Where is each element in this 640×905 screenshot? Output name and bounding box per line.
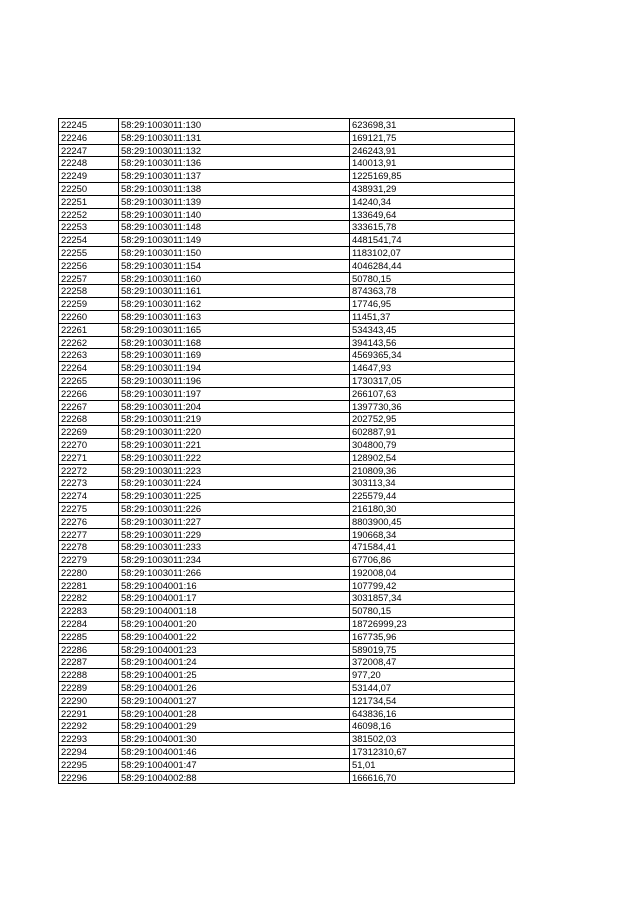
cadastral-number-cell: 58:29:1004001:17 — [119, 592, 350, 605]
row-number-cell: 22265 — [59, 374, 119, 387]
table-row — [59, 221, 515, 234]
row-number-cell: 22257 — [59, 272, 119, 285]
row-number-cell: 22283 — [59, 605, 119, 618]
value-cell: 50780,15 — [350, 272, 515, 285]
cadastral-number-cell: 58:29:1004001:23 — [119, 643, 350, 656]
cadastral-number-cell: 58:29:1003011:168 — [119, 336, 350, 349]
table-row — [59, 195, 515, 208]
row-number-cell: 22274 — [59, 490, 119, 503]
row-number-cell: 22288 — [59, 669, 119, 682]
row-number-cell: 22256 — [59, 259, 119, 272]
table-row — [59, 694, 515, 707]
value-cell: 18726999,23 — [350, 618, 515, 631]
value-cell: 4481541,74 — [350, 234, 515, 247]
value-cell: 17312310,67 — [350, 746, 515, 759]
value-cell: 166616,70 — [350, 771, 515, 784]
cadastral-number-cell: 58:29:1004001:22 — [119, 630, 350, 643]
value-cell: 202752,95 — [350, 413, 515, 426]
cadastral-number-cell: 58:29:1003011:149 — [119, 234, 350, 247]
table-row — [59, 554, 515, 567]
cadastral-number-cell: 58:29:1003011:154 — [119, 259, 350, 272]
row-number-cell: 22270 — [59, 438, 119, 451]
cadastral-number-cell: 58:29:1004001:27 — [119, 694, 350, 707]
cadastral-number-cell: 58:29:1003011:160 — [119, 272, 350, 285]
row-number-cell: 22287 — [59, 656, 119, 669]
table-row — [59, 119, 515, 132]
value-cell: 121734,54 — [350, 694, 515, 707]
table-row — [59, 131, 515, 144]
value-cell: 1183102,07 — [350, 246, 515, 259]
value-cell: 17746,95 — [350, 298, 515, 311]
table-row — [59, 170, 515, 183]
cadastral-number-cell: 58:29:1003011:225 — [119, 490, 350, 503]
cadastral-number-cell: 58:29:1003011:229 — [119, 528, 350, 541]
value-cell: 381502,03 — [350, 733, 515, 746]
value-cell: 471584,41 — [350, 541, 515, 554]
value-cell: 643836,16 — [350, 707, 515, 720]
value-cell: 1225169,85 — [350, 170, 515, 183]
value-cell: 140013,91 — [350, 157, 515, 170]
row-number-cell: 22247 — [59, 144, 119, 157]
row-number-cell: 22277 — [59, 528, 119, 541]
table-row — [59, 592, 515, 605]
table-row — [59, 515, 515, 528]
cadastral-number-cell: 58:29:1003011:131 — [119, 131, 350, 144]
cadastral-number-cell: 58:29:1003011:219 — [119, 413, 350, 426]
cadastral-number-cell: 58:29:1004001:24 — [119, 656, 350, 669]
table-row — [59, 362, 515, 375]
cadastral-number-cell: 58:29:1004001:26 — [119, 682, 350, 695]
cadastral-number-cell: 58:29:1003011:227 — [119, 515, 350, 528]
table-row — [59, 285, 515, 298]
row-number-cell: 22284 — [59, 618, 119, 631]
table-row — [59, 426, 515, 439]
cadastral-number-cell: 58:29:1003011:197 — [119, 387, 350, 400]
cadastral-number-cell: 58:29:1004001:47 — [119, 758, 350, 771]
row-number-cell: 22295 — [59, 758, 119, 771]
value-cell: 210809,36 — [350, 464, 515, 477]
row-number-cell: 22248 — [59, 157, 119, 170]
value-cell: 53144,07 — [350, 682, 515, 695]
table-row — [59, 656, 515, 669]
value-cell: 394143,56 — [350, 336, 515, 349]
value-cell: 1397730,36 — [350, 400, 515, 413]
row-number-cell: 22275 — [59, 502, 119, 515]
value-cell: 128902,54 — [350, 451, 515, 464]
cadastral-number-cell: 58:29:1003011:139 — [119, 195, 350, 208]
cadastral-number-cell: 58:29:1003011:136 — [119, 157, 350, 170]
value-cell: 133649,64 — [350, 208, 515, 221]
table-row — [59, 208, 515, 221]
table-row — [59, 541, 515, 554]
value-cell: 190668,34 — [350, 528, 515, 541]
table-row — [59, 323, 515, 336]
table-row — [59, 157, 515, 170]
value-cell: 14240,34 — [350, 195, 515, 208]
table-row — [59, 643, 515, 656]
table-row — [59, 669, 515, 682]
cadastral-number-cell: 58:29:1004001:16 — [119, 579, 350, 592]
value-cell: 4569365,34 — [350, 349, 515, 362]
table-row — [59, 746, 515, 759]
value-cell: 225579,44 — [350, 490, 515, 503]
table-row — [59, 259, 515, 272]
cadastral-number-cell: 58:29:1003011:266 — [119, 566, 350, 579]
row-number-cell: 22271 — [59, 451, 119, 464]
row-number-cell: 22268 — [59, 413, 119, 426]
row-number-cell: 22272 — [59, 464, 119, 477]
cadastral-number-cell: 58:29:1004001:18 — [119, 605, 350, 618]
value-cell: 303113,34 — [350, 477, 515, 490]
table-row — [59, 182, 515, 195]
cadastral-number-cell: 58:29:1004001:25 — [119, 669, 350, 682]
row-number-cell: 22291 — [59, 707, 119, 720]
row-number-cell: 22251 — [59, 195, 119, 208]
row-number-cell: 22255 — [59, 246, 119, 259]
cadastral-number-cell: 58:29:1003011:137 — [119, 170, 350, 183]
table-row — [59, 528, 515, 541]
row-number-cell: 22280 — [59, 566, 119, 579]
value-cell: 14647,93 — [350, 362, 515, 375]
row-number-cell: 22286 — [59, 643, 119, 656]
value-cell: 246243,91 — [350, 144, 515, 157]
row-number-cell: 22281 — [59, 579, 119, 592]
table-row — [59, 387, 515, 400]
cadastral-number-cell: 58:29:1004001:29 — [119, 720, 350, 733]
table-row — [59, 502, 515, 515]
table-row — [59, 413, 515, 426]
value-cell: 333615,78 — [350, 221, 515, 234]
value-cell: 534343,45 — [350, 323, 515, 336]
value-cell: 266107,63 — [350, 387, 515, 400]
row-number-cell: 22279 — [59, 554, 119, 567]
table-row — [59, 234, 515, 247]
row-number-cell: 22269 — [59, 426, 119, 439]
value-cell: 167735,96 — [350, 630, 515, 643]
cadastral-number-cell: 58:29:1003011:224 — [119, 477, 350, 490]
row-number-cell: 22294 — [59, 746, 119, 759]
cadastral-number-cell: 58:29:1003011:165 — [119, 323, 350, 336]
row-number-cell: 22273 — [59, 477, 119, 490]
cadastral-number-cell: 58:29:1003011:161 — [119, 285, 350, 298]
table-row — [59, 566, 515, 579]
row-number-cell: 22266 — [59, 387, 119, 400]
table-row — [59, 144, 515, 157]
table-row — [59, 400, 515, 413]
cadastral-number-cell: 58:29:1003011:150 — [119, 246, 350, 259]
value-cell: 107799,42 — [350, 579, 515, 592]
table-row — [59, 464, 515, 477]
value-cell: 216180,30 — [350, 502, 515, 515]
row-number-cell: 22249 — [59, 170, 119, 183]
value-cell: 602887,91 — [350, 426, 515, 439]
row-number-cell: 22262 — [59, 336, 119, 349]
row-number-cell: 22261 — [59, 323, 119, 336]
table-row — [59, 605, 515, 618]
cadastral-number-cell: 58:29:1003011:222 — [119, 451, 350, 464]
row-number-cell: 22260 — [59, 310, 119, 323]
value-cell: 623698,31 — [350, 119, 515, 132]
table-row — [59, 477, 515, 490]
cadastral-number-cell: 58:29:1004001:30 — [119, 733, 350, 746]
table-row — [59, 733, 515, 746]
row-number-cell: 22292 — [59, 720, 119, 733]
table-row — [59, 630, 515, 643]
table-row — [59, 451, 515, 464]
value-cell: 977,20 — [350, 669, 515, 682]
cadastral-number-cell: 58:29:1004001:20 — [119, 618, 350, 631]
table-row — [59, 438, 515, 451]
value-cell: 192008,04 — [350, 566, 515, 579]
value-cell: 50780,15 — [350, 605, 515, 618]
value-cell: 1730317,05 — [350, 374, 515, 387]
row-number-cell: 22267 — [59, 400, 119, 413]
cadastral-number-cell: 58:29:1003011:148 — [119, 221, 350, 234]
table-row — [59, 707, 515, 720]
table-row — [59, 682, 515, 695]
value-cell: 4046284,44 — [350, 259, 515, 272]
table-row — [59, 298, 515, 311]
data-table — [58, 118, 515, 784]
cadastral-number-cell: 58:29:1004001:46 — [119, 746, 350, 759]
row-number-cell: 22250 — [59, 182, 119, 195]
table-row — [59, 246, 515, 259]
value-cell: 46098,16 — [350, 720, 515, 733]
table-row — [59, 349, 515, 362]
row-number-cell: 22293 — [59, 733, 119, 746]
row-number-cell: 22290 — [59, 694, 119, 707]
row-number-cell: 22264 — [59, 362, 119, 375]
value-cell: 3031857,34 — [350, 592, 515, 605]
row-number-cell: 22282 — [59, 592, 119, 605]
value-cell: 67706,86 — [350, 554, 515, 567]
table-row — [59, 720, 515, 733]
table-row — [59, 374, 515, 387]
table-row — [59, 336, 515, 349]
cadastral-number-cell: 58:29:1003011:234 — [119, 554, 350, 567]
table-row — [59, 618, 515, 631]
cadastral-number-cell: 58:29:1003011:221 — [119, 438, 350, 451]
value-cell: 589019,75 — [350, 643, 515, 656]
cadastral-number-cell: 58:29:1003011:196 — [119, 374, 350, 387]
table-row — [59, 579, 515, 592]
value-cell: 438931,29 — [350, 182, 515, 195]
cadastral-number-cell: 58:29:1003011:138 — [119, 182, 350, 195]
value-cell: 874363,78 — [350, 285, 515, 298]
row-number-cell: 22285 — [59, 630, 119, 643]
row-number-cell: 22254 — [59, 234, 119, 247]
table-row — [59, 771, 515, 784]
row-number-cell: 22245 — [59, 119, 119, 132]
table-row — [59, 310, 515, 323]
row-number-cell: 22246 — [59, 131, 119, 144]
row-number-cell: 22263 — [59, 349, 119, 362]
table-body — [59, 119, 515, 784]
table-row — [59, 272, 515, 285]
row-number-cell: 22278 — [59, 541, 119, 554]
cadastral-number-cell: 58:29:1004001:28 — [119, 707, 350, 720]
cadastral-number-cell: 58:29:1003011:233 — [119, 541, 350, 554]
value-cell: 51,01 — [350, 758, 515, 771]
row-number-cell: 22252 — [59, 208, 119, 221]
value-cell: 304800,79 — [350, 438, 515, 451]
cadastral-number-cell: 58:29:1003011:140 — [119, 208, 350, 221]
row-number-cell: 22276 — [59, 515, 119, 528]
cadastral-number-cell: 58:29:1003011:204 — [119, 400, 350, 413]
row-number-cell: 22253 — [59, 221, 119, 234]
cadastral-number-cell: 58:29:1003011:194 — [119, 362, 350, 375]
cadastral-number-cell: 58:29:1003011:220 — [119, 426, 350, 439]
table-row — [59, 490, 515, 503]
value-cell: 372008,47 — [350, 656, 515, 669]
cadastral-number-cell: 58:29:1003011:223 — [119, 464, 350, 477]
table-row — [59, 758, 515, 771]
cadastral-number-cell: 58:29:1003011:169 — [119, 349, 350, 362]
cadastral-number-cell: 58:29:1003011:162 — [119, 298, 350, 311]
cadastral-number-cell: 58:29:1004002:88 — [119, 771, 350, 784]
cadastral-number-cell: 58:29:1003011:132 — [119, 144, 350, 157]
cadastral-number-cell: 58:29:1003011:130 — [119, 119, 350, 132]
row-number-cell: 22296 — [59, 771, 119, 784]
row-number-cell: 22259 — [59, 298, 119, 311]
value-cell: 169121,75 — [350, 131, 515, 144]
value-cell: 8803900,45 — [350, 515, 515, 528]
row-number-cell: 22289 — [59, 682, 119, 695]
cadastral-number-cell: 58:29:1003011:163 — [119, 310, 350, 323]
value-cell: 11451,37 — [350, 310, 515, 323]
cadastral-number-cell: 58:29:1003011:226 — [119, 502, 350, 515]
row-number-cell: 22258 — [59, 285, 119, 298]
